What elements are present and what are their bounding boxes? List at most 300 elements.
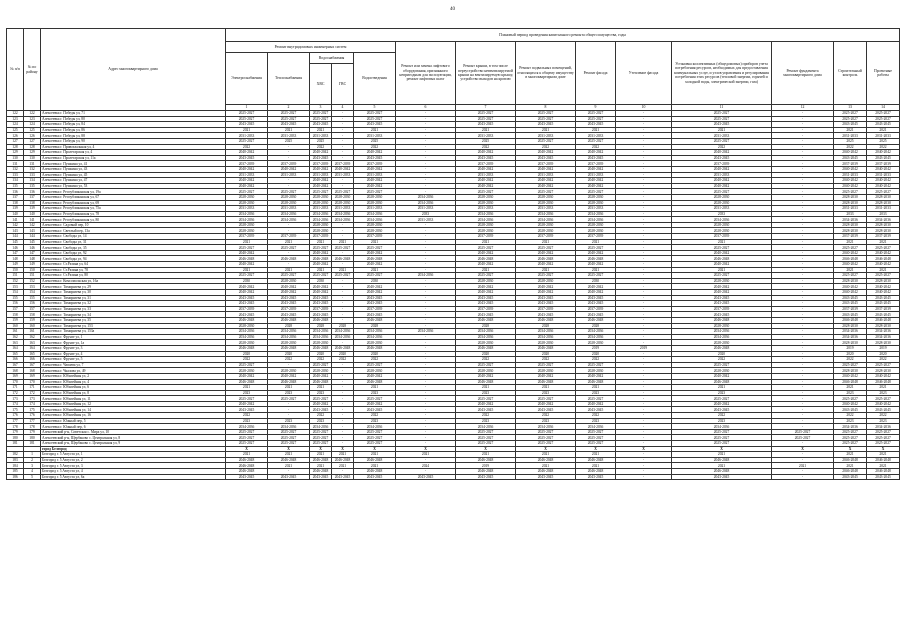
table-cell: 2028 xyxy=(354,323,396,329)
table-cell: 2025-2027 xyxy=(834,441,867,447)
table-cell: 2040-2042 xyxy=(516,183,576,189)
table-cell: - xyxy=(396,418,456,424)
table-cell: 2028 xyxy=(516,323,576,329)
table-cell: 2037-2039 xyxy=(268,161,310,167)
table-cell: - xyxy=(616,334,672,340)
table-cell: - xyxy=(772,116,834,122)
table-cell: 2031-2033 xyxy=(332,172,354,178)
address-cell: Алексеевка г. Тимирязева ул, 33 xyxy=(41,306,226,312)
table-cell: 166 xyxy=(7,357,24,363)
table-cell: 2025-2027 xyxy=(268,116,310,122)
table-cell: X xyxy=(354,446,396,452)
table-cell: 2028-2030 xyxy=(268,368,310,374)
table-cell: 145 xyxy=(24,239,41,245)
table-cell: 2040-2042 xyxy=(226,183,268,189)
table-cell: 2023 xyxy=(456,418,516,424)
table-cell: 2043-2045 xyxy=(456,295,516,301)
table-cell: 2037-2039 xyxy=(672,306,772,312)
table-cell: 2028-2030 xyxy=(332,194,354,200)
table-cell: 2034-2036 xyxy=(456,217,516,223)
table-cell: 2031-2033 xyxy=(867,172,900,178)
table-cell: - xyxy=(616,256,672,262)
table-cell: 2021 xyxy=(332,239,354,245)
table-cell: - xyxy=(772,200,834,206)
address-cell: Алексеевка г. Тимирязева ул, 31 xyxy=(41,295,226,301)
table-cell: - xyxy=(616,401,672,407)
table-cell: 2043-2045 xyxy=(516,312,576,318)
table-cell: - xyxy=(396,290,456,296)
table-cell: 2040-2042 xyxy=(310,373,332,379)
table-cell: 2021 xyxy=(310,127,332,133)
table-cell: 2046-2048 xyxy=(834,256,867,262)
table-cell: - xyxy=(772,144,834,150)
table-cell: 2023 xyxy=(354,418,396,424)
table-cell: 140 xyxy=(7,211,24,217)
table-cell: 2034-2036 xyxy=(310,329,332,335)
table-cell: 138 xyxy=(24,200,41,206)
table-cell: 2040-2042 xyxy=(354,178,396,184)
table-cell: 2025-2027 xyxy=(226,396,268,402)
table-cell: 2028 xyxy=(310,323,332,329)
table-cell: - xyxy=(772,385,834,391)
table-cell: - xyxy=(396,239,456,245)
table-cell: 2043-2045 xyxy=(268,474,310,480)
table-cell: 163 xyxy=(7,340,24,346)
table-cell: 2040-2042 xyxy=(310,150,332,156)
table-cell: - xyxy=(332,413,354,419)
table-cell: - xyxy=(396,312,456,318)
table-cell: 2028-2030 xyxy=(516,194,576,200)
table-cell: - xyxy=(268,155,310,161)
address-cell: Белгород г. 5 Августа ул, 4 xyxy=(41,469,226,475)
table-cell: 2040-2042 xyxy=(516,166,576,172)
table-cell: 2043-2045 xyxy=(516,474,576,480)
address-cell: город Белгород xyxy=(41,446,226,452)
table-cell: - xyxy=(616,385,672,391)
table-cell: - xyxy=(772,418,834,424)
table-cell: - xyxy=(616,301,672,307)
table-cell: - xyxy=(396,172,456,178)
table-cell: 161 xyxy=(7,329,24,335)
table-cell: - xyxy=(396,150,456,156)
table-cell: 2028-2030 xyxy=(834,200,867,206)
table-cell: - xyxy=(616,396,672,402)
table-cell: 2025-2027 xyxy=(268,435,310,441)
table-cell: 2028-2030 xyxy=(516,200,576,206)
table-cell: 2034-2036 xyxy=(354,334,396,340)
table-cell: - xyxy=(616,267,672,273)
table-cell: 2025-2027 xyxy=(226,441,268,447)
table-cell: 170 xyxy=(24,379,41,385)
table-cell: 2034-2036 xyxy=(354,329,396,335)
table-cell: 2028-2030 xyxy=(867,368,900,374)
table-cell: 148 xyxy=(24,256,41,262)
table-cell: 2028-2030 xyxy=(576,194,616,200)
table-cell: X xyxy=(456,446,516,452)
table-cell: - xyxy=(772,206,834,212)
header-basement-repair: Ремонт подвальных помещений, относящихся к общему имуществу в многоквартирном доме xyxy=(516,42,576,105)
table-cell: 2021 xyxy=(516,239,576,245)
table-cell: - xyxy=(332,234,354,240)
table-cell: 2040-2042 xyxy=(867,373,900,379)
table-cell: 2037-2039 xyxy=(516,234,576,240)
table-cell: 2025-2027 xyxy=(226,429,268,435)
table-cell: 2031-2033 xyxy=(396,217,456,223)
table-cell: 153 xyxy=(7,284,24,290)
table-cell: 2031-2033 xyxy=(834,172,867,178)
table-cell: - xyxy=(396,111,456,117)
table-cell: - xyxy=(772,373,834,379)
table-cell: 2034-2036 xyxy=(268,424,310,430)
table-cell: - xyxy=(772,413,834,419)
address-cell: Алексеевка г. Ст.Разина ул, 78 xyxy=(41,267,226,273)
table-cell: 2046-2048 xyxy=(332,256,354,262)
column-number: 5 xyxy=(354,105,396,111)
table-cell: 2025-2027 xyxy=(834,111,867,117)
table-cell: 2025-2027 xyxy=(867,245,900,251)
table-cell: 2019 xyxy=(456,463,516,469)
table-cell: 2040-2042 xyxy=(576,150,616,156)
table-cell: 2046-2048 xyxy=(226,345,268,351)
address-cell: Алексеевка г. Южный пер, 5 xyxy=(41,418,226,424)
table-cell: 2046-2048 xyxy=(456,457,516,463)
table-cell: - xyxy=(772,312,834,318)
table-cell: 2043-2045 xyxy=(672,474,772,480)
table-cell: 2028-2030 xyxy=(354,194,396,200)
table-cell: 2025-2027 xyxy=(834,189,867,195)
table-cell: 2025-2027 xyxy=(310,245,332,251)
table-cell: 2040-2042 xyxy=(456,250,516,256)
table-cell: - xyxy=(772,390,834,396)
table-cell: 2025-2027 xyxy=(576,435,616,441)
table-cell: 2031-2033 xyxy=(332,206,354,212)
table-cell: - xyxy=(616,357,672,363)
table-cell: - xyxy=(332,429,354,435)
table-cell: 2046-2048 xyxy=(268,345,310,351)
address-cell: Алексеевка г. Садовый пер, 10 xyxy=(41,222,226,228)
table-cell: 2031-2033 xyxy=(226,133,268,139)
table-cell: 2043-2045 xyxy=(310,155,332,161)
table-cell: 2028-2030 xyxy=(576,340,616,346)
table-cell: 2046-2048 xyxy=(226,317,268,323)
table-cell: 2031-2033 xyxy=(310,133,332,139)
table-cell: 146 xyxy=(24,245,41,251)
table-cell: 2043-2045 xyxy=(310,301,332,307)
table-cell: 2040-2042 xyxy=(576,401,616,407)
table-cell: 2043-2045 xyxy=(268,312,310,318)
table-cell: 2040-2042 xyxy=(354,150,396,156)
table-cell: 184 xyxy=(7,463,24,469)
table-cell: - xyxy=(616,424,672,430)
table-cell: 2031-2033 xyxy=(672,206,772,212)
table-cell: 2040-2042 xyxy=(867,150,900,156)
table-cell: 2023 xyxy=(867,390,900,396)
table-cell: 2040-2042 xyxy=(834,290,867,296)
address-cell: Алексеевка г. Республиканская ул, 80 xyxy=(41,217,226,223)
table-cell: 177 xyxy=(24,418,41,424)
address-cell: Алексеевка г. Победы ул, 90 xyxy=(41,138,226,144)
table-cell: - xyxy=(772,340,834,346)
table-cell: 157 xyxy=(7,306,24,312)
table-cell: - xyxy=(396,155,456,161)
table-cell: - xyxy=(332,290,354,296)
table-cell: - xyxy=(616,284,672,290)
table-cell: - xyxy=(396,161,456,167)
table-cell: 2046-2048 xyxy=(456,317,516,323)
header-lift-equipment: Ремонт или замена лифтового оборудования, признанного непригодным для эксплуатации, ремонт лифтовых шахт xyxy=(396,42,456,105)
table-cell: 178 xyxy=(24,424,41,430)
address-cell: Алексеевский р-н, Советская с. Мира ул, 10 xyxy=(41,429,226,435)
table-cell: 2028-2030 xyxy=(576,368,616,374)
table-cell: 181 xyxy=(7,441,24,447)
table-cell: 2040-2042 xyxy=(226,373,268,379)
table-cell: 1 xyxy=(24,452,41,458)
table-cell: 2021 xyxy=(456,239,516,245)
table-cell: 131 xyxy=(24,161,41,167)
address-cell: Алексеевка г. Пролетарская ул, 4 xyxy=(41,150,226,156)
column-number: 2 xyxy=(268,105,310,111)
table-cell: 2025-2027 xyxy=(226,138,268,144)
table-cell: 2028-2030 xyxy=(516,340,576,346)
table-cell: 174 xyxy=(7,401,24,407)
table-cell: 2043-2045 xyxy=(516,301,576,307)
table-cell: - xyxy=(772,250,834,256)
table-cell: - xyxy=(772,234,834,240)
table-cell: 3 xyxy=(24,463,41,469)
table-cell: 2025-2027 xyxy=(867,441,900,447)
header-district-num: № по району xyxy=(24,29,41,111)
table-cell: 2043-2045 xyxy=(310,474,332,480)
table-cell: - xyxy=(616,200,672,206)
table-cell: 2025-2027 xyxy=(226,245,268,251)
table-cell: 2028-2030 xyxy=(672,368,772,374)
table-cell: 2043-2045 xyxy=(672,312,772,318)
table-cell: 2040-2042 xyxy=(834,166,867,172)
table-cell: X xyxy=(616,446,672,452)
table-cell: 2025-2027 xyxy=(672,396,772,402)
table-cell: 2034-2036 xyxy=(226,424,268,430)
table-cell: 2034-2036 xyxy=(396,194,456,200)
table-cell: - xyxy=(332,144,354,150)
table-cell: 2022 xyxy=(456,357,516,363)
table-cell: 130 xyxy=(7,155,24,161)
table-cell: - xyxy=(616,166,672,172)
table-cell: 2022 xyxy=(672,413,772,419)
table-cell: 172 xyxy=(7,390,24,396)
table-cell: 2046-2048 xyxy=(576,256,616,262)
table-cell: 2040-2042 xyxy=(226,166,268,172)
address-cell: Алексеевский р-н, Щербаково с. Центральная ул, 8 xyxy=(41,435,226,441)
table-cell: 2043-2045 xyxy=(456,474,516,480)
table-cell: 2022 xyxy=(354,144,396,150)
table-cell: 2025-2027 xyxy=(354,116,396,122)
table-cell: - xyxy=(772,111,834,117)
table-cell: 2028-2030 xyxy=(867,228,900,234)
table-cell: 2034-2036 xyxy=(268,217,310,223)
table-cell: 175 xyxy=(7,407,24,413)
table-cell: 2037-2039 xyxy=(867,234,900,240)
table-cell: 2040-2042 xyxy=(672,250,772,256)
table-cell: 2043-2045 xyxy=(268,301,310,307)
table-cell: - xyxy=(616,278,672,284)
column-number: 7 xyxy=(456,105,516,111)
table-cell: 2021 xyxy=(576,463,616,469)
table-cell: 2040-2042 xyxy=(268,284,310,290)
table-cell: - xyxy=(616,138,672,144)
table-cell: 2043-2045 xyxy=(226,301,268,307)
table-cell: 2040-2042 xyxy=(576,166,616,172)
table-cell: 2043-2045 xyxy=(672,295,772,301)
table-cell: - xyxy=(396,138,456,144)
table-cell: 2028-2030 xyxy=(576,200,616,206)
table-cell: 2028-2030 xyxy=(226,340,268,346)
header-period-title: Плановый период проведения капитального ремонта общего имущества, годы xyxy=(226,29,900,42)
table-cell: 2025 xyxy=(268,138,310,144)
table-cell: 2046-2048 xyxy=(576,469,616,475)
page-number: 40 xyxy=(450,7,455,12)
table-cell: 2025-2027 xyxy=(772,435,834,441)
table-cell: - xyxy=(268,250,310,256)
table-cell: 2025-2027 xyxy=(310,189,332,195)
table-cell: 2021 xyxy=(867,385,900,391)
table-cell: 2046-2048 xyxy=(354,256,396,262)
table-cell: 2040-2042 xyxy=(226,290,268,296)
table-cell: - xyxy=(616,211,672,217)
table-cell: - xyxy=(772,262,834,268)
table-cell: 2022 xyxy=(867,144,900,150)
table-cell: 2025-2027 xyxy=(354,429,396,435)
table-cell: 2022 xyxy=(834,413,867,419)
table-cell: 2021 xyxy=(672,267,772,273)
table-cell: 2046-2048 xyxy=(310,345,332,351)
table-cell: 155 xyxy=(7,295,24,301)
table-cell: 2025-2027 xyxy=(867,435,900,441)
table-cell: 147 xyxy=(24,250,41,256)
table-cell: 2023 xyxy=(834,418,867,424)
table-cell: 2031-2033 xyxy=(672,133,772,139)
table-cell: 2022 xyxy=(834,357,867,363)
table-cell: 2021 xyxy=(310,452,332,458)
table-cell: 2025-2027 xyxy=(516,189,576,195)
table-cell: 2043-2045 xyxy=(867,474,900,480)
table-cell: - xyxy=(772,256,834,262)
table-cell: 2043-2045 xyxy=(226,474,268,480)
table-cell: 2040-2042 xyxy=(354,250,396,256)
table-cell: - xyxy=(616,407,672,413)
table-cell: 2028-2030 xyxy=(226,368,268,374)
table-cell: 2040-2042 xyxy=(456,183,516,189)
table-cell: 134 xyxy=(7,178,24,184)
table-cell: 2046-2048 xyxy=(226,469,268,475)
table-cell: 161 xyxy=(24,329,41,335)
table-cell: 2046-2048 xyxy=(226,256,268,262)
table-cell: 2028-2030 xyxy=(268,194,310,200)
table-cell: 2025-2027 xyxy=(516,441,576,447)
table-cell: 2023 xyxy=(354,390,396,396)
table-cell: 133 xyxy=(24,172,41,178)
table-cell: X xyxy=(332,446,354,452)
table-cell: 2034-2036 xyxy=(576,211,616,217)
table-cell: 2028-2030 xyxy=(672,323,772,329)
table-cell: 147 xyxy=(7,250,24,256)
table-cell: 2034-2036 xyxy=(268,211,310,217)
table-cell: 2043-2045 xyxy=(310,312,332,318)
table-cell: 123 xyxy=(7,116,24,122)
table-cell: 2025-2027 xyxy=(672,362,772,368)
table-cell: 2040-2042 xyxy=(834,250,867,256)
table-cell: 2025-2027 xyxy=(516,245,576,251)
table-cell: 2021 xyxy=(310,463,332,469)
table-cell: 2040-2042 xyxy=(576,250,616,256)
table-cell: 2040-2042 xyxy=(226,150,268,156)
table-cell: 2022 xyxy=(516,413,576,419)
table-cell: 144 xyxy=(7,234,24,240)
table-cell: 2025-2027 xyxy=(268,441,310,447)
table-cell: 2040-2042 xyxy=(354,183,396,189)
table-cell: 2040-2042 xyxy=(867,250,900,256)
table-cell: 2025-2027 xyxy=(672,189,772,195)
table-cell: 2040-2042 xyxy=(226,284,268,290)
table-cell: - xyxy=(332,312,354,318)
table-cell: 2022 xyxy=(516,144,576,150)
table-cell: 154 xyxy=(24,290,41,296)
table-cell: 2046-2048 xyxy=(672,379,772,385)
table-cell: 2021 xyxy=(834,239,867,245)
table-cell: 2031-2033 xyxy=(576,133,616,139)
address-cell: Алексеевка г. Юбилейная ул, 11 xyxy=(41,396,226,402)
table-cell: 2046-2048 xyxy=(268,379,310,385)
table-cell: 2046-2048 xyxy=(332,345,354,351)
table-cell: 137 xyxy=(24,194,41,200)
table-cell: 2028-2030 xyxy=(672,340,772,346)
table-cell: X xyxy=(672,446,772,452)
table-cell: 143 xyxy=(24,228,41,234)
table-cell: 159 xyxy=(7,317,24,323)
table-cell: 141 xyxy=(7,217,24,223)
table-cell: 127 xyxy=(24,138,41,144)
table-cell: 2040-2042 xyxy=(456,284,516,290)
table-cell: 2040-2042 xyxy=(516,178,576,184)
table-cell: 2025-2027 xyxy=(834,245,867,251)
table-cell: - xyxy=(396,429,456,435)
table-cell: - xyxy=(772,329,834,335)
table-cell: 2031-2033 xyxy=(867,206,900,212)
table-cell: 177 xyxy=(7,418,24,424)
table-cell: - xyxy=(616,161,672,167)
table-cell: 2043-2045 xyxy=(867,407,900,413)
table-cell: 2046-2048 xyxy=(354,379,396,385)
address-cell: Алексеевка г. Республиканская ул, 69 xyxy=(41,200,226,206)
table-cell: 2046-2048 xyxy=(834,317,867,323)
header-gvs: ГВС xyxy=(332,64,354,105)
table-cell: 2025-2027 xyxy=(456,429,516,435)
table-cell: - xyxy=(332,407,354,413)
table-cell: 2040-2042 xyxy=(268,373,310,379)
address-cell: Алексеевка г. Юбилейная ул, 16 xyxy=(41,413,226,419)
table-cell: - xyxy=(772,138,834,144)
table-cell: 2021 xyxy=(834,385,867,391)
table-cell: 2028-2030 xyxy=(576,222,616,228)
table-cell: 2028-2030 xyxy=(672,228,772,234)
table-cell: 2031-2033 xyxy=(226,206,268,212)
table-cell: 2023 xyxy=(516,418,576,424)
table-cell: 2033 xyxy=(867,211,900,217)
address-cell: Алексеевка г. Фрунзе ул, 4 xyxy=(41,351,226,357)
table-cell: 2046-2048 xyxy=(226,379,268,385)
table-cell: 2040-2042 xyxy=(354,284,396,290)
table-cell: - xyxy=(616,206,672,212)
table-cell: 2040-2042 xyxy=(310,183,332,189)
